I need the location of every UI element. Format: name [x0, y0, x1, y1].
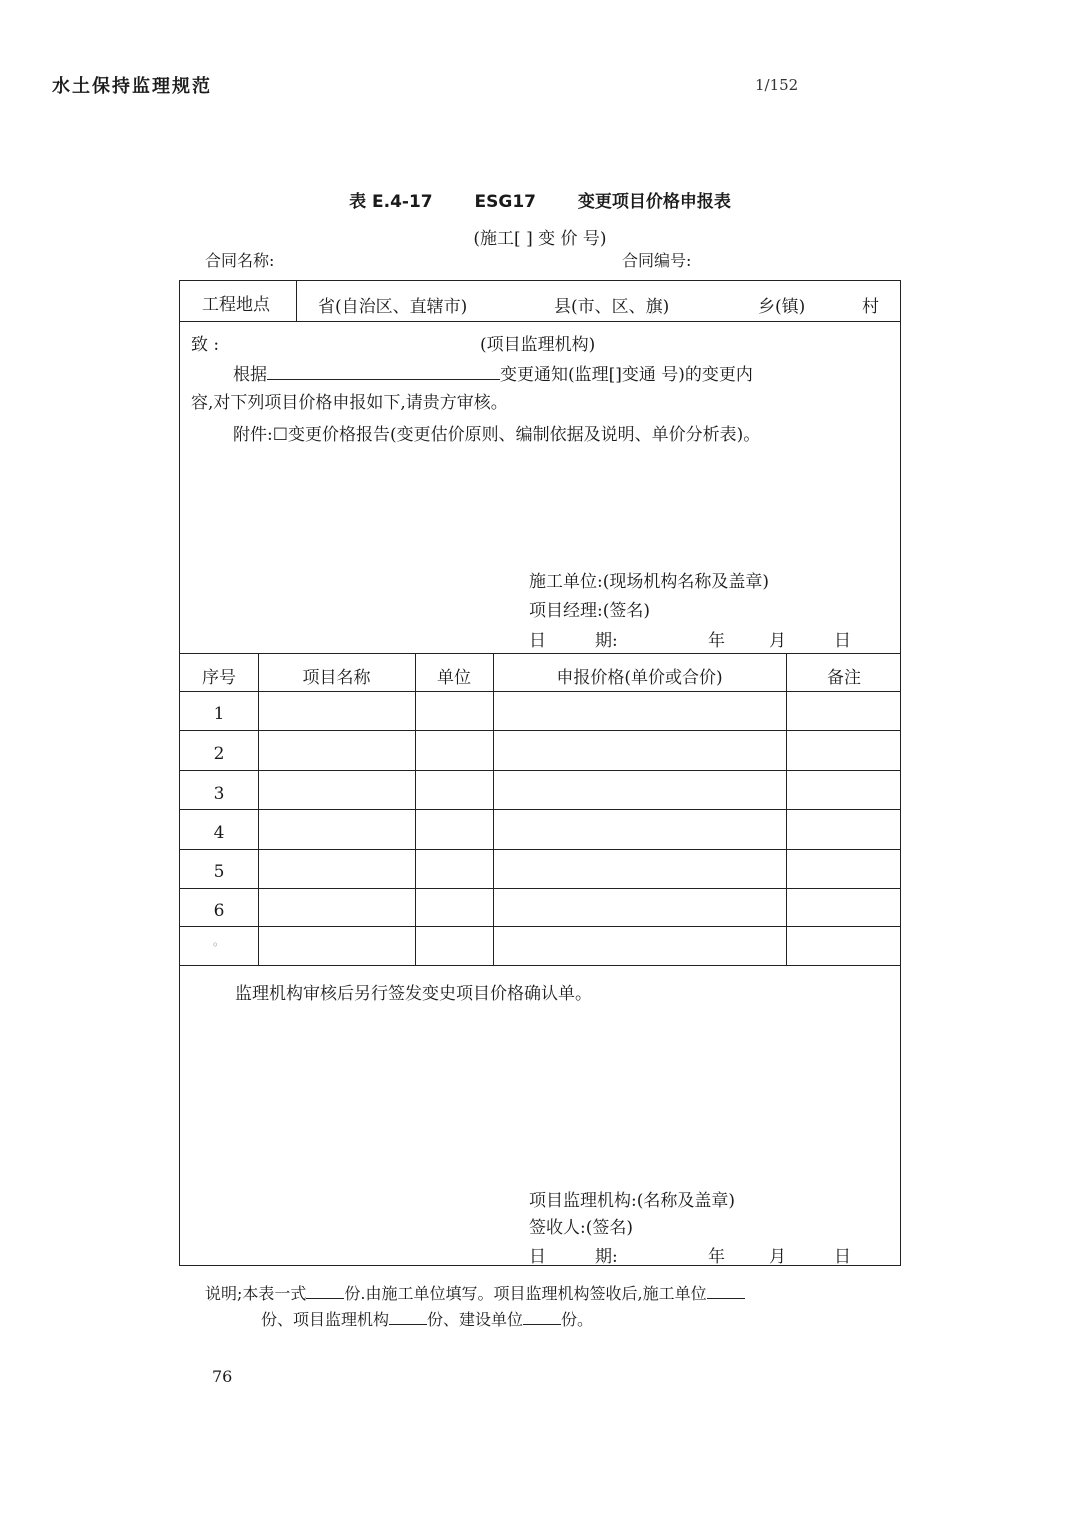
to-label: 致 : [191, 335, 220, 355]
row-number: 。 [212, 934, 225, 948]
row-divider [180, 730, 900, 731]
location-town: 乡(镇) [758, 297, 806, 317]
supervision-date-label: 日 [529, 1247, 546, 1267]
row-divider [180, 926, 900, 927]
supervision-date-label-2: 期: [595, 1247, 618, 1267]
row-divider [180, 770, 900, 771]
row-divider [180, 653, 900, 654]
basis-line-2: 容,对下列项目价格申报如下,请贵方审核。 [191, 393, 508, 413]
table-number: 表 E.4-17 [349, 192, 433, 212]
page-number: 76 [212, 1367, 233, 1386]
project-manager: 项目经理:(签名) [529, 601, 650, 621]
row-number: 2 [213, 744, 225, 764]
column-header: 单位 [437, 668, 471, 688]
basis-blank [267, 363, 500, 380]
row-number: 6 [213, 901, 225, 921]
basis-prefix: 根据 [233, 365, 267, 385]
basis-line [233, 360, 753, 385]
footnote-part-5: 份。 [561, 1310, 594, 1329]
location-label: 工程地点 [202, 295, 270, 315]
form-name: 变更项目价格申报表 [577, 192, 731, 212]
contract-number-label: 合同编号: [622, 251, 692, 270]
location-county: 县(市、区、旗) [554, 297, 670, 317]
form-number-line: (施工[ ] 变 价 号) [473, 229, 607, 249]
row-divider [180, 691, 900, 692]
contractor-day: 日 [834, 631, 851, 651]
supervision-org-placeholder: (项目监理机构) [480, 335, 596, 355]
footnote [205, 1281, 905, 1333]
receiver: 签收人:(签名) [529, 1218, 633, 1238]
column-header: 申报价格(单价或合价) [556, 668, 723, 688]
column-header: 项目名称 [302, 668, 371, 688]
row-number: 4 [213, 823, 225, 843]
form-code: ESG17 [474, 192, 536, 212]
contractor-date-label-2: 期: [595, 631, 618, 651]
supervision-note: 监理机构审核后另行签发变史项目价格确认单。 [235, 984, 592, 1004]
footnote-part-2: 份.由施工单位填写。项目监理机构签收后,施工单位 [344, 1284, 707, 1303]
row-number: 5 [213, 862, 225, 882]
row-divider [180, 965, 900, 966]
contractor-date-label: 日 [529, 631, 546, 651]
supervision-org: 项目监理机构:(名称及盖章) [529, 1191, 735, 1211]
column-header: 备注 [827, 668, 861, 688]
row-divider [180, 888, 900, 889]
document-title: 水土保持监理规范 [52, 76, 212, 97]
supervision-month: 月 [769, 1247, 786, 1267]
footnote-part-4: 份、建设单位 [427, 1310, 524, 1329]
row-divider [180, 321, 900, 322]
location-village: 村 [862, 297, 879, 317]
supervision-year: 年 [708, 1247, 725, 1267]
copies-blank [306, 1284, 344, 1299]
row-divider [180, 849, 900, 850]
page-counter: 1/152 [755, 76, 799, 94]
contractor-year: 年 [708, 631, 725, 651]
copies-blank [707, 1284, 745, 1299]
column-header: 序号 [202, 668, 236, 688]
contractor-month: 月 [769, 631, 786, 651]
table-title [0, 187, 1080, 212]
contract-name-label: 合同名称: [205, 251, 275, 270]
location-divider [296, 281, 297, 321]
footnote-part-3: 份、项目监理机构 [261, 1310, 390, 1329]
location-province: 省(自治区、直辖市) [318, 297, 468, 317]
row-number: 1 [213, 704, 225, 724]
row-divider [180, 809, 900, 810]
supervision-day: 日 [834, 1247, 851, 1267]
basis-suffix: 变更通知(监理[]变通 号)的变更内 [500, 365, 753, 385]
copies-blank [523, 1310, 561, 1325]
row-number: 3 [213, 784, 225, 804]
copies-blank [389, 1310, 427, 1325]
footnote-part-1: 说明;本表一式 [205, 1284, 307, 1303]
form-table [179, 280, 901, 1266]
contractor-unit: 施工单位:(现场机构名称及盖章) [529, 572, 769, 592]
attachment-line: 附件:☐变更价格报告(变更估价原则、编制依据及说明、单价分析表)。 [233, 425, 761, 445]
